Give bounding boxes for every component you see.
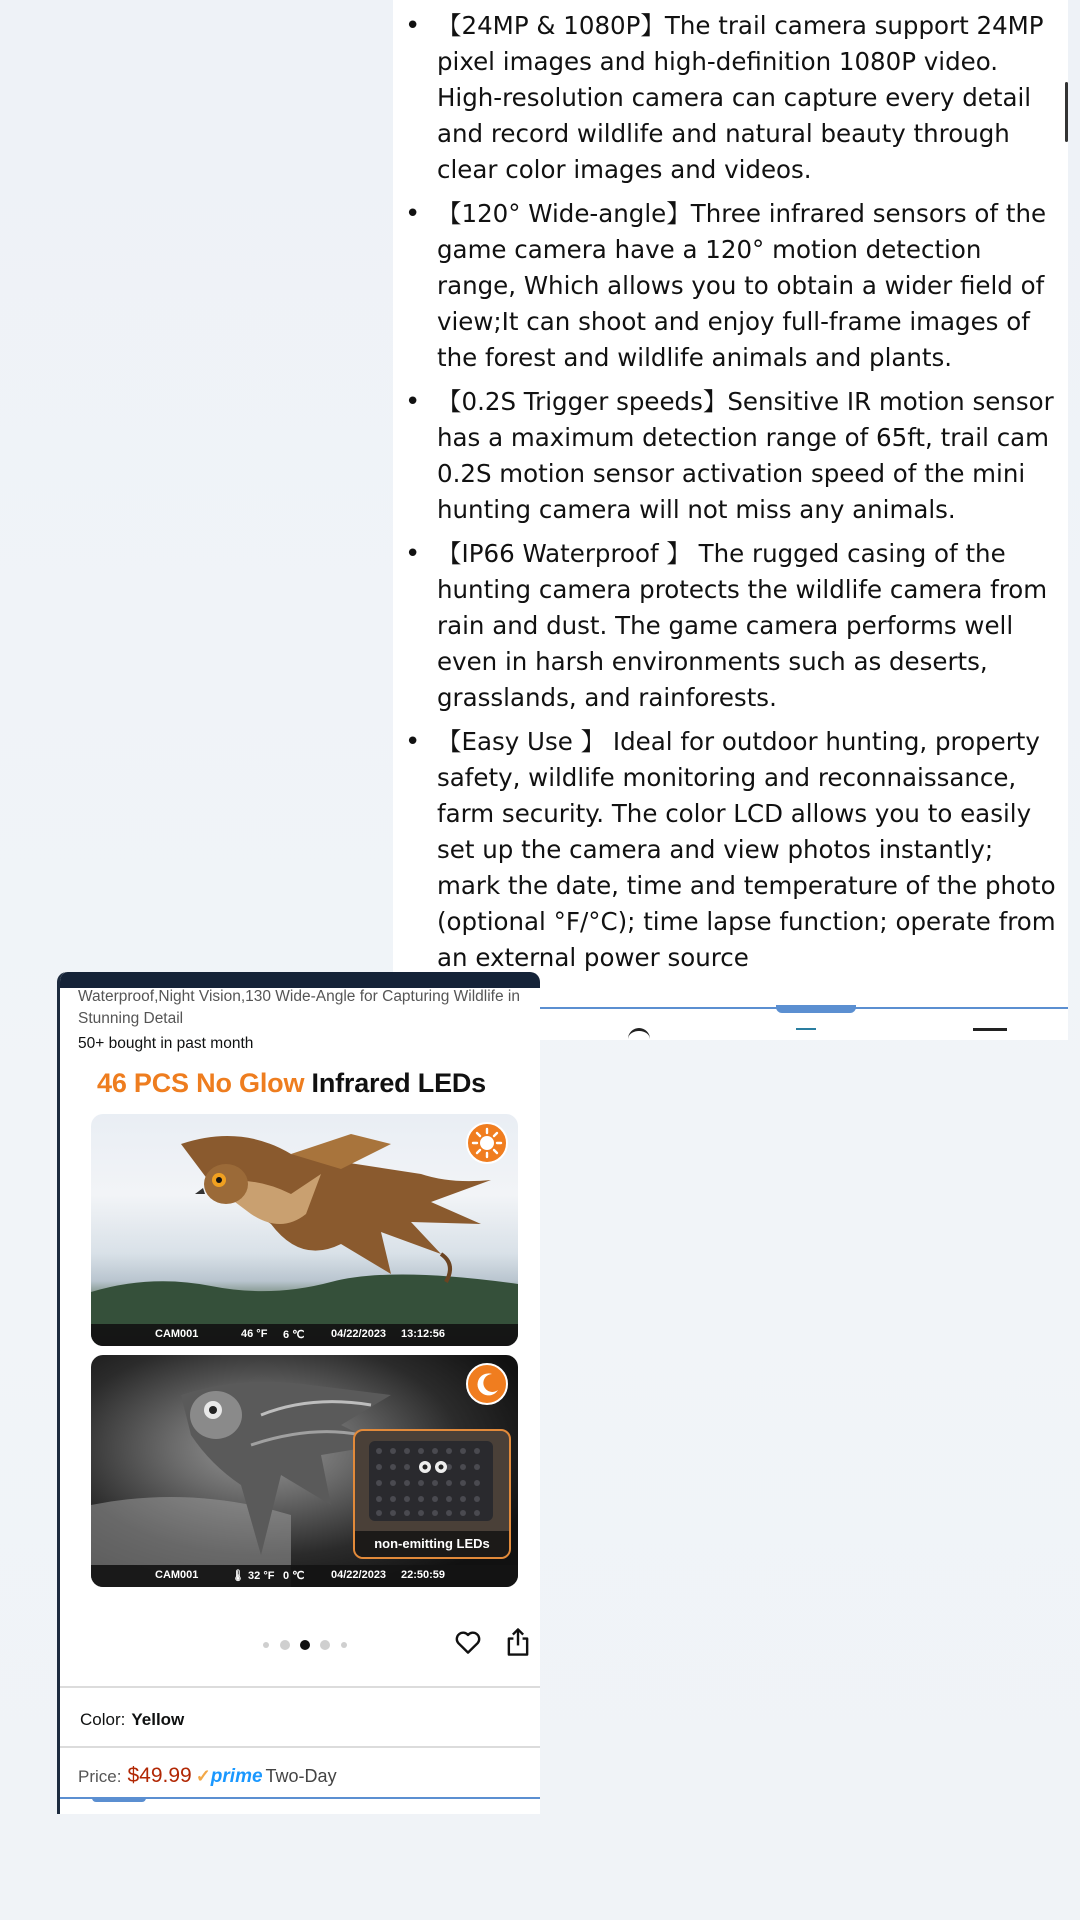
sun-icon [466,1122,508,1164]
carousel-dot-active[interactable] [300,1640,310,1650]
scrollbar-thumb[interactable] [1065,82,1068,142]
price-row [78,1764,337,1788]
night-photo[interactable] [91,1355,518,1587]
product-card [57,972,540,1814]
section-divider [60,1686,540,1688]
color-value: Yellow [131,1710,185,1729]
carousel-dot[interactable] [341,1642,347,1648]
nav-icon-fragment[interactable] [796,1028,816,1040]
price-label: Price: [78,1767,122,1786]
image-heading [97,1068,486,1099]
feature-bullet: • 【Easy Use 】 Ideal for outdoor hunting, property safety, wildlife monitoring and reconnaissance, farm security. The color LCD allows you to easily set up the camera and view photos instantly; mark the date, time and temperature of the photo (optional °F/°C); time lapse function; operate from an external power source [405,727,1056,972]
owl-day-illustration [91,1114,518,1346]
carousel-dot[interactable] [320,1640,330,1650]
led-caption: non-emitting LEDs [355,1531,509,1557]
feature-bullet: • 【24MP & 1080P】The trail camera support 24MP pixel images and high-definition 1080P video. High-resolution camera can capture every detail and record wildlife and natural beauty through clear color images and videos. [405,11,1044,184]
share-icon[interactable] [504,1626,532,1658]
led-grid [369,1441,493,1521]
photo-info-stamp: CAM001 46 °F 6 ℃ 04/22/2023 13:12:56 [91,1324,518,1346]
feature-list [393,8,1063,984]
photo-info-stamp: CAM001 🌡 32 °F 0 ℃ 04/22/2023 22:50:59 [91,1565,518,1587]
led-panel-inset [353,1429,511,1559]
prime-badge: prime [210,1766,263,1787]
color-selector[interactable] [80,1710,184,1730]
heart-icon[interactable] [453,1627,483,1657]
day-photo[interactable] [91,1114,518,1346]
menu-icon-fragment[interactable] [973,1028,1007,1040]
feature-bullet: • 【120° Wide-angle】Three infrared sensors of the game camera have a 120° motion detection range, Which allows you to obtain a wider field of view;It can shoot and enjoy full-frame images of the forest and wildlife animals and plants. [405,199,1047,372]
price-amount: $49.99 [127,1764,192,1787]
feature-bullet: • 【IP66 Waterproof 】 The rugged casing of the hunting camera protects the wildlife camera from rain and dust. The game camera performs well even in harsh environments such as deserts, grasslands, and rainforests. [405,539,1048,712]
active-tab-indicator [92,1797,146,1802]
bought-count: 50+ bought in past month [78,1035,254,1052]
delivery-speed: Two-Day [265,1766,337,1786]
heading-highlight: 46 PCS No Glow [97,1068,305,1098]
nav-icon-fragment[interactable] [628,1028,650,1040]
color-label: Color: [80,1710,126,1729]
heading-rest: Infrared LEDs [304,1068,486,1098]
description-panel [393,0,1068,1040]
active-tab-indicator [776,1005,856,1013]
feature-bullet: • 【0.2S Trigger speeds】Sensitive IR motion sensor has a maximum detection range of 65ft, trail cam 0.2S motion sensor activation speed of the mini hunting camera will not miss any animals. [405,387,1054,524]
carousel-dot[interactable] [280,1640,290,1650]
moon-icon [466,1363,508,1405]
section-divider [60,1746,540,1748]
prime-check-icon: ✓ [195,1766,211,1786]
carousel-dot[interactable] [263,1642,269,1648]
product-title[interactable]: Waterproof,Night Vision,130 Wide-Angle for Capturing Wildlife in Stunning Detail [78,988,520,1027]
